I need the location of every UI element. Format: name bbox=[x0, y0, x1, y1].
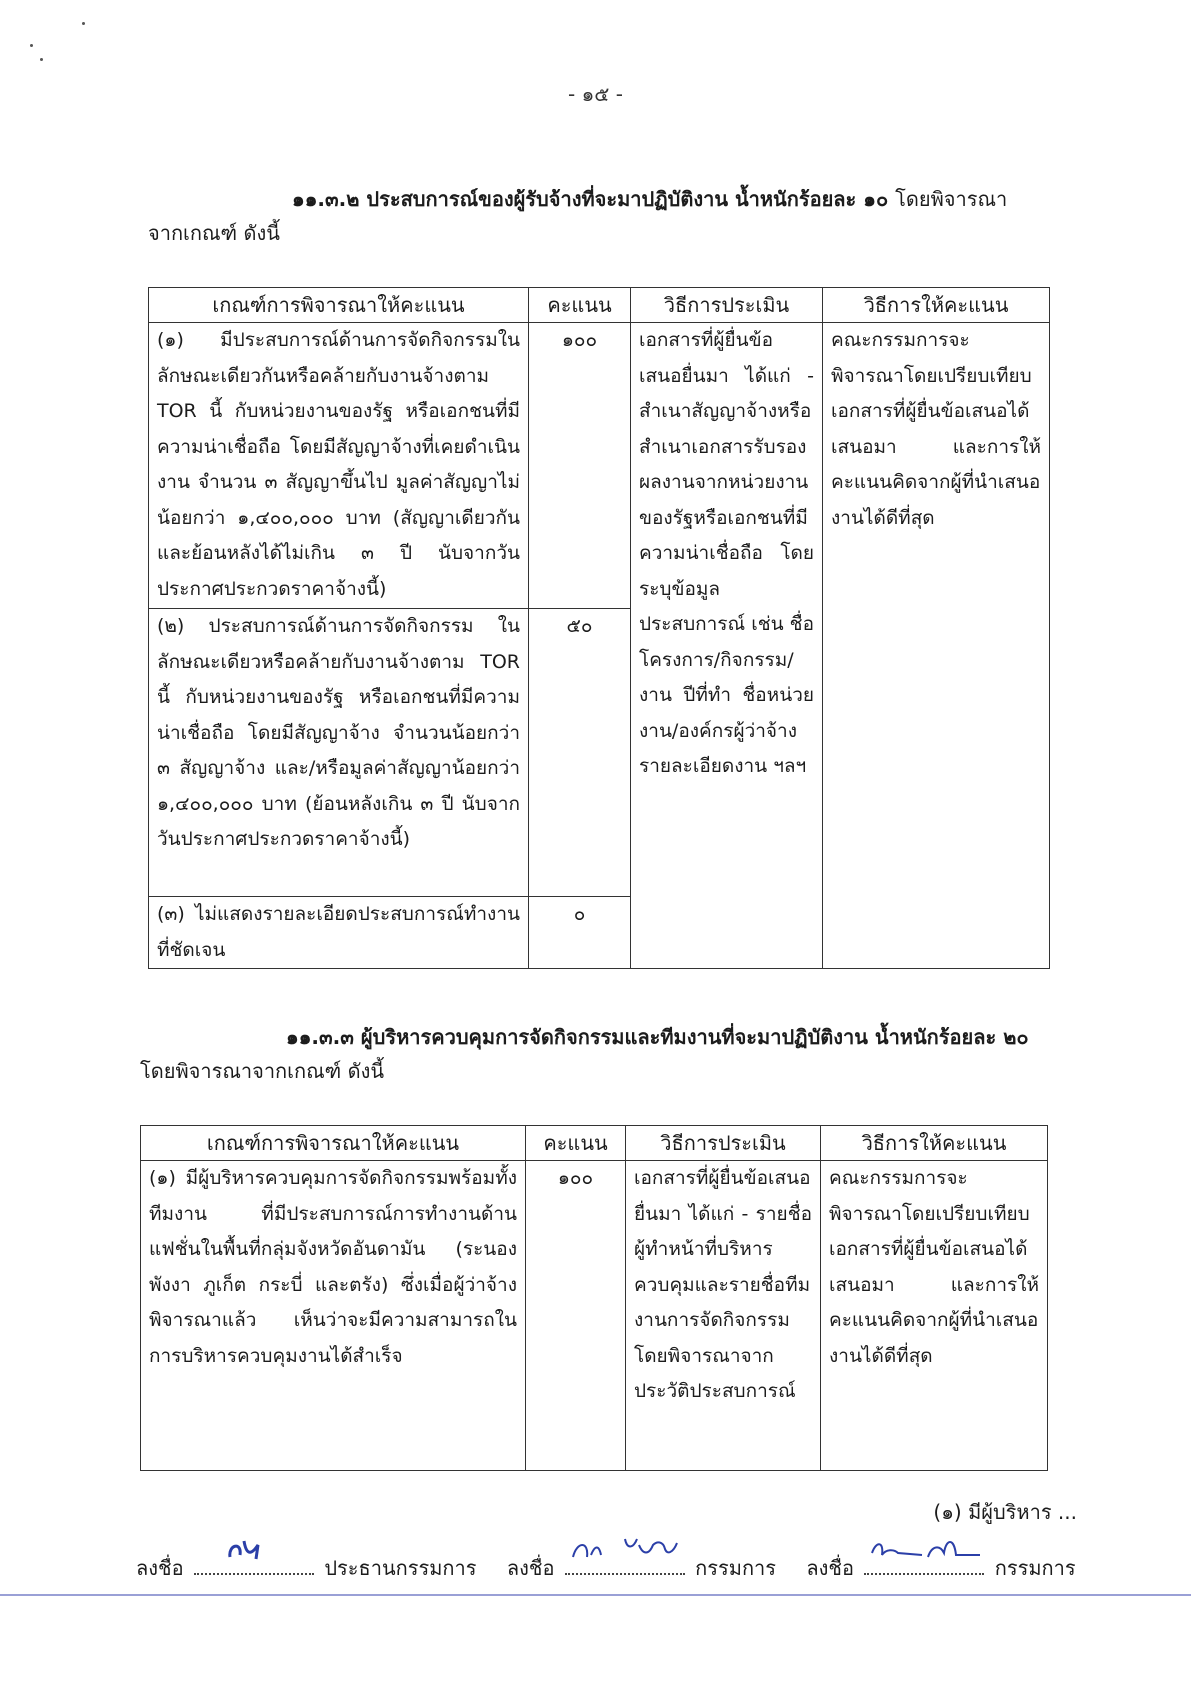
sign-role: ประธานกรรมการ bbox=[324, 1556, 477, 1580]
section-title: ประสบการณ์ของผู้รับจ้างที่จะมาปฏิบัติงาน น้ำหนักร้อยละ ๑๐ bbox=[366, 187, 889, 211]
section-title: ผู้บริหารควบคุมการจัดกิจกรรมและทีมงานที่จะมาปฏิบัติงาน น้ำหนักร้อยละ ๒๐ bbox=[360, 1025, 1029, 1049]
header-score: คะแนน bbox=[529, 288, 631, 323]
signature-line bbox=[565, 1553, 685, 1575]
handwritten-signature-icon bbox=[569, 1531, 685, 1565]
signature-chairman bbox=[136, 1552, 476, 1584]
handwritten-signature-icon bbox=[198, 1531, 308, 1565]
method-cell: เอกสารที่ผู้ยื่นข้อเสนอยื่นมา ได้แก่ - สำเนาสัญญาจ้างหรือสำเนาเอกสารรับรองผลงานจากหน่วยงานของรัฐหรือเอกชนที่มีความน่าเชื่อถือ โดยระบุข้อมูลประสบการณ์ เช่น ชื่อโครงการ/กิจกรรม/งาน ปีที่ทำ ชื่อหน่วยงาน/องค์กรผู้ว่าจ้าง รายละเอียดงาน ฯลฯ bbox=[631, 323, 823, 969]
criteria-table-1 bbox=[148, 287, 1050, 969]
table-header-row bbox=[149, 288, 1050, 323]
footer-rule bbox=[0, 1594, 1191, 1596]
table-row bbox=[141, 1161, 1048, 1471]
signature-line bbox=[864, 1553, 984, 1575]
table-row bbox=[149, 323, 1050, 609]
table-header-row bbox=[141, 1126, 1048, 1161]
scan-speck bbox=[40, 58, 43, 61]
section-number: ๑๑.๓.๓ bbox=[286, 1025, 354, 1049]
section-heading-2 bbox=[286, 1020, 1029, 1054]
sign-prefix: ลงชื่อ bbox=[136, 1556, 184, 1580]
header-criteria: เกณฑ์การพิจารณาให้คะแนน bbox=[149, 288, 529, 323]
header-scoring: วิธีการให้คะแนน bbox=[823, 288, 1050, 323]
signature-block bbox=[136, 1552, 1086, 1584]
handwritten-signature-icon bbox=[868, 1531, 984, 1565]
header-method: วิธีการประเมิน bbox=[631, 288, 823, 323]
score-cell: ๑๐๐ bbox=[526, 1161, 626, 1471]
continuation-note: (๑) มีผู้บริหาร ... bbox=[933, 1500, 1077, 1524]
criterion-cell: (๑) มีผู้บริหารควบคุมการจัดกิจกรรมพร้อมทั้งทีมงาน ที่มีประสบการณ์การทำงานด้านแฟชั่นในพื้นที่กลุ่มจังหวัดอันดามัน (ระนอง พังงา ภูเก็ต กระบี่ และตรัง) ซึ่งเมื่อผู้ว่าจ้างพิจารณาแล้ว เห็นว่าจะมีความสามารถในการบริหารควบคุมงานได้สำเร็จ bbox=[141, 1161, 526, 1471]
section-heading-1 bbox=[292, 182, 1007, 216]
scan-speck bbox=[82, 22, 85, 25]
section-continuation-2: โดยพิจารณาจากเกณฑ์ ดังนี้ bbox=[140, 1059, 385, 1083]
sign-role: กรรมการ bbox=[695, 1556, 777, 1580]
score-cell: ๕๐ bbox=[529, 609, 631, 897]
signature-member-2 bbox=[806, 1552, 1075, 1584]
section-title-rest: โดยพิจารณา bbox=[895, 187, 1008, 211]
page-number: - ๑๕ - bbox=[568, 82, 623, 106]
method-cell: เอกสารที่ผู้ยื่นข้อเสนอยื่นมา ได้แก่ - รายชื่อผู้ทำหน้าที่บริหารควบคุมและรายชื่อทีมงานการจัดกิจกรรม โดยพิจารณาจากประวัติประสบการณ์ bbox=[626, 1161, 821, 1471]
sign-prefix: ลงชื่อ bbox=[506, 1556, 555, 1580]
scoring-cell: คณะกรรมการจะพิจารณาโดยเปรียบเทียบเอกสารที่ผู้ยื่นข้อเสนอได้เสนอมา และการให้คะแนนคิดจากผู้ที่นำเสนองานได้ดีที่สุด bbox=[823, 323, 1050, 969]
header-scoring: วิธีการให้คะแนน bbox=[821, 1126, 1048, 1161]
criterion-cell: (๒) ประสบการณ์ด้านการจัดกิจกรรม ในลักษณะเดียวหรือคล้ายกับงานจ้างตาม TOR นี้ กับหน่วยงานของรัฐ หรือเอกชนที่มีความน่าเชื่อถือ โดยมีสัญญาจ้าง จำนวนน้อยกว่า ๓ สัญญาจ้าง และ/หรือมูลค่าสัญญาน้อยกว่า ๑,๔๐๐,๐๐๐ บาท (ย้อนหลังเกิน ๓ ปี นับจากวันประกาศประกวดราคาจ้างนี้) bbox=[149, 609, 529, 897]
header-criteria: เกณฑ์การพิจารณาให้คะแนน bbox=[141, 1126, 526, 1161]
sign-role: กรรมการ bbox=[994, 1556, 1076, 1580]
header-score: คะแนน bbox=[526, 1126, 626, 1161]
section-continuation-1: จากเกณฑ์ ดังนี้ bbox=[148, 221, 280, 245]
criteria-table-2 bbox=[140, 1125, 1048, 1471]
sign-prefix: ลงชื่อ bbox=[806, 1556, 854, 1580]
signature-line bbox=[194, 1553, 314, 1575]
section-number: ๑๑.๓.๒ bbox=[292, 187, 360, 211]
score-cell: ๑๐๐ bbox=[529, 323, 631, 609]
criterion-cell: (๑) มีประสบการณ์ด้านการจัดกิจกรรมในลักษณะเดียวกันหรือคล้ายกับงานจ้างตาม TOR นี้ กับหน่วยงานของรัฐ หรือเอกชนที่มีความน่าเชื่อถือ โดยมีสัญญาจ้างที่เคยดำเนินงาน จำนวน ๓ สัญญาขึ้นไป มูลค่าสัญญาไม่น้อยกว่า ๑,๔๐๐,๐๐๐ บาท (สัญญาเดียวกันและย้อนหลังได้ไม่เกิน ๓ ปี นับจากวันประกาศประกวดราคาจ้างนี้) bbox=[149, 323, 529, 609]
header-method: วิธีการประเมิน bbox=[626, 1126, 821, 1161]
scoring-cell: คณะกรรมการจะพิจารณาโดยเปรียบเทียบเอกสารที่ผู้ยื่นข้อเสนอได้เสนอมา และการให้คะแนนคิดจากผู้ที่นำเสนองานได้ดีที่สุด bbox=[821, 1161, 1048, 1471]
scan-speck bbox=[30, 44, 33, 47]
signature-member-1 bbox=[507, 1552, 776, 1584]
score-cell: ๐ bbox=[529, 897, 631, 969]
criterion-cell: (๓) ไม่แสดงรายละเอียดประสบการณ์ทำงานที่ชัดเจน bbox=[149, 897, 529, 969]
